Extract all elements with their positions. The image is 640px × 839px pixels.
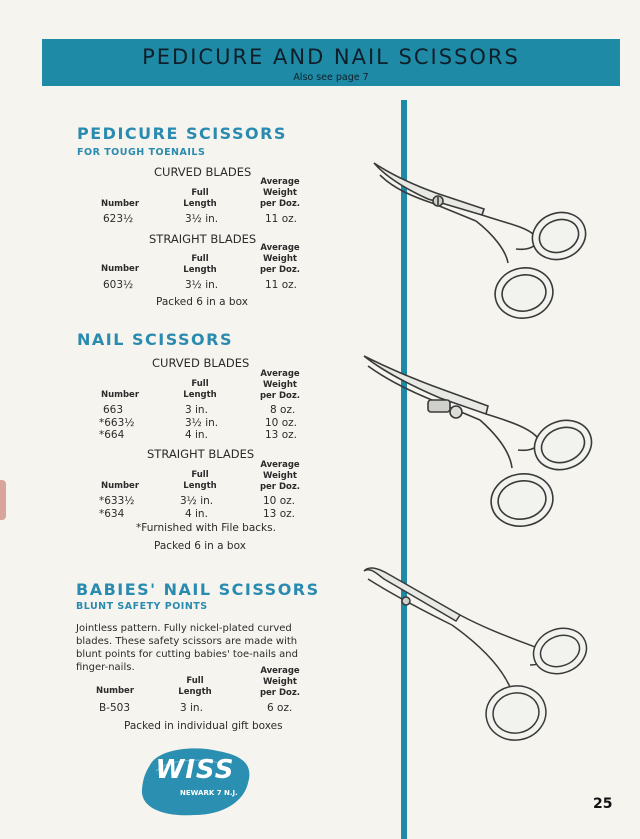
pedicure-title: PEDICURE SCISSORS (77, 124, 287, 143)
table-cell-number: B-503 (99, 702, 131, 714)
table-cell-length: 3½ in. (180, 495, 214, 507)
header-weight: Average Weight per Doz. (259, 460, 301, 492)
table-cell-weight: 11 oz. (265, 213, 297, 225)
header-number: Number (100, 390, 140, 400)
header-number: Number (95, 686, 135, 696)
nail-scissors-illustration (360, 352, 600, 532)
table-cell-weight: 6 oz. (267, 702, 293, 714)
table-cell-number: *664 (99, 429, 125, 441)
babies-subtitle: BLUNT SAFETY POINTS (76, 601, 208, 612)
table-cell-weight: 13 oz. (265, 429, 297, 441)
table-cell-length: 3½ in. (185, 279, 219, 291)
header-number: Number (100, 481, 140, 491)
table-cell-number: 623½ (103, 213, 134, 225)
header-number: Number (100, 264, 140, 274)
page-subtitle: Also see page 7 (293, 72, 369, 83)
header-length: Full Length (183, 188, 217, 209)
pedicure-scissors-illustration (366, 155, 596, 325)
babies-title: BABIES' NAIL SCISSORS (76, 580, 320, 599)
header-length: Full Length (183, 470, 217, 491)
table-cell-length: 3 in. (185, 404, 208, 416)
table-cell-number: *633½ (99, 495, 135, 507)
header-weight: Average Weight per Doz. (259, 666, 301, 698)
header-length: Full Length (178, 676, 212, 697)
logo-city: NEWARK 7 N.J. (180, 789, 238, 797)
table-cell-length: 4 in. (185, 429, 208, 441)
babies-scissors-illustration (360, 565, 600, 745)
header-weight: Average Weight per Doz. (259, 177, 301, 209)
header-weight: Average Weight per Doz. (259, 243, 301, 275)
header-number: Number (100, 199, 140, 209)
nail-footnote: *Furnished with File backs. (136, 522, 276, 534)
table-cell-number: *663½ (99, 417, 135, 429)
nail-packed-note: Packed 6 in a box (154, 540, 246, 552)
babies-packed-note: Packed in individual gift boxes (124, 720, 283, 732)
title-banner (42, 39, 620, 86)
wiss-logo (136, 743, 254, 821)
pedicure-curved-label: CURVED BLADES (154, 165, 252, 179)
table-cell-length: 4 in. (185, 508, 208, 520)
table-cell-weight: 10 oz. (265, 417, 297, 429)
logo-word: WISS (155, 755, 235, 785)
header-weight: Average Weight per Doz. (259, 369, 301, 401)
page-edge-mark (0, 480, 6, 520)
nail-curved-label: CURVED BLADES (152, 356, 250, 370)
table-cell-weight: 10 oz. (263, 495, 295, 507)
babies-description: Jointless pattern. Fully nickel-plated curved blades. These safety scissors are made with blunt points for cutting babies' toe-nails and finger-nails. (76, 623, 298, 673)
table-cell-length: 3 in. (180, 702, 203, 714)
table-cell-weight: 11 oz. (265, 279, 297, 291)
pedicure-subtitle: FOR TOUGH TOENAILS (77, 147, 206, 158)
table-cell-number: 603½ (103, 279, 134, 291)
pedicure-straight-label: STRAIGHT BLADES (149, 232, 257, 246)
page-title: PEDICURE AND NAIL SCISSORS (142, 45, 520, 69)
table-cell-number: *634 (99, 508, 125, 520)
header-length: Full Length (183, 254, 217, 275)
nail-straight-label: STRAIGHT BLADES (147, 447, 255, 461)
page-number: 25 (593, 796, 613, 812)
header-length: Full Length (183, 379, 217, 400)
table-cell-weight: 8 oz. (270, 404, 296, 416)
table-cell-number: 663 (103, 404, 124, 416)
table-cell-weight: 13 oz. (263, 508, 295, 520)
nail-title: NAIL SCISSORS (77, 330, 233, 349)
table-cell-length: 3½ in. (185, 417, 219, 429)
pedicure-packed-note: Packed 6 in a box (156, 296, 248, 308)
table-cell-length: 3½ in. (185, 213, 219, 225)
